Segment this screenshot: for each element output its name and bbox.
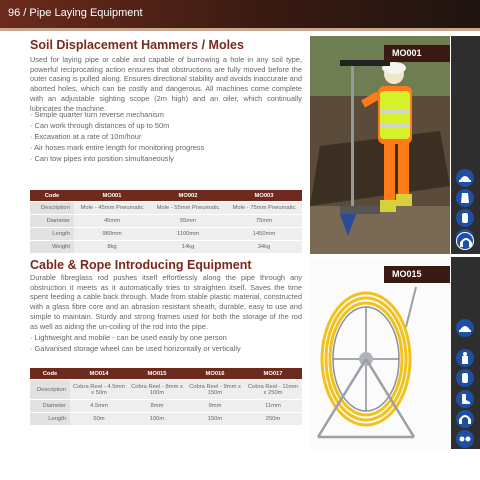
list-item: · Simple quarter turn reverse mechanism bbox=[30, 110, 164, 119]
spec-table-cable bbox=[30, 368, 302, 425]
table-cell: 75mm bbox=[226, 214, 302, 227]
section-body-moles: Used for laying pipe or cable and capable of burrowing a hole in any soil type, powerful reciprocating action ensures that obstructions are fully moved before the outer casing is pulled along. Ensures directional stability and avoids inaccurate and aborted holes, which can be costly and dangerous. All machines come complete with an adjustable sighting scope (2m high) and an oiler, which continually lubricates the machine. bbox=[30, 55, 302, 113]
page-header bbox=[0, 0, 480, 28]
product-photo-mole bbox=[310, 36, 450, 254]
list-item: · Excavation at a rate of 10m/hour bbox=[30, 132, 142, 141]
product-code-badge: MO015 bbox=[384, 266, 450, 283]
ear-defenders-icon bbox=[456, 410, 474, 428]
table-cell: 100m bbox=[128, 412, 186, 425]
table-cell: Cobra Reel - 9mm x 150m bbox=[186, 379, 244, 399]
list-item: · Lightweight and mobile - can be used easily by one person bbox=[30, 333, 227, 342]
table-cell: Cobra Reel - 8mm x 100m bbox=[128, 379, 186, 399]
feature-list-cable bbox=[30, 332, 302, 354]
table-header-row bbox=[30, 190, 302, 201]
overalls-icon bbox=[456, 349, 474, 367]
table-header-cell: Code bbox=[30, 190, 74, 201]
table-cell: 150m bbox=[186, 412, 244, 425]
table-cell: Length bbox=[30, 412, 70, 425]
table-cell: 55mm bbox=[150, 214, 226, 227]
table-cell: Weight bbox=[30, 240, 74, 253]
table-cell: Mole - 75mm Pneumatic bbox=[226, 201, 302, 214]
table-header-cell: MO003 bbox=[226, 190, 302, 201]
table-row bbox=[30, 412, 302, 425]
table-cell: Description bbox=[30, 379, 70, 399]
list-item: · Can work through distances of up to 50m bbox=[30, 121, 170, 130]
table-cell: Mole - 55mm Pneumatic bbox=[150, 201, 226, 214]
table-cell: 250m bbox=[244, 412, 302, 425]
table-row bbox=[30, 227, 302, 240]
table-cell: 9mm bbox=[186, 399, 244, 412]
table-row bbox=[30, 379, 302, 399]
gloves-icon bbox=[456, 369, 474, 387]
product-code-badge: MO001 bbox=[384, 45, 450, 62]
table-cell: 8mm bbox=[128, 399, 186, 412]
table-row bbox=[30, 214, 302, 227]
page-title: 96 / Pipe Laying Equipment bbox=[8, 7, 143, 19]
table-cell: 11mm bbox=[244, 399, 302, 412]
spec-table-moles bbox=[30, 190, 302, 253]
table-cell: Cobra Reel - 11mm x 250m bbox=[244, 379, 302, 399]
product-photo-cobra-reel bbox=[310, 257, 450, 449]
mole-worker-illustration bbox=[310, 36, 450, 254]
hard-hat-icon bbox=[456, 169, 474, 187]
section-body-cable: Durable fibreglass rod pushes itself effortlessly along the pipe through any obstruction it meets as it automatically tries to straighten itself. Saves the time spent feeding a cable back through. Made from stable plastic material, constructed with a glass fibre core and an abrasion resistant sheath, durable, easy to use and simple to maintain. Sturdy and strong frames used for both the storage of the rod as well as aiding the un-coiling of the rod into the pipe. bbox=[30, 273, 302, 331]
table-cell: 1450mm bbox=[226, 227, 302, 240]
section-title-cable: Cable & Rope Introducing Equipment bbox=[30, 258, 252, 272]
table-header-cell: MO002 bbox=[150, 190, 226, 201]
table-cell: 8kg bbox=[74, 240, 150, 253]
boots-icon bbox=[456, 390, 474, 408]
table-cell: Description bbox=[30, 201, 74, 214]
table-header-cell: MO017 bbox=[244, 368, 302, 379]
table-cell: 34kg bbox=[226, 240, 302, 253]
table-cell: Mole - 45mm Pneumatic bbox=[74, 201, 150, 214]
list-item: · Galvanised storage wheel can be used horizontally or vertically bbox=[30, 344, 241, 353]
table-row bbox=[30, 399, 302, 412]
table-header-cell: Code bbox=[30, 368, 70, 379]
cobra-reel-illustration bbox=[310, 257, 450, 449]
table-cell: 4.5mm bbox=[70, 399, 128, 412]
table-cell: 50m bbox=[70, 412, 128, 425]
table-cell: 45mm bbox=[74, 214, 150, 227]
table-cell: Length bbox=[30, 227, 74, 240]
table-header-cell: MO014 bbox=[70, 368, 128, 379]
feature-list-moles bbox=[30, 109, 302, 164]
table-cell: Cobra Reel - 4.5mm x 50m bbox=[70, 379, 128, 399]
table-cell: 14kg bbox=[150, 240, 226, 253]
hard-hat-icon bbox=[456, 319, 474, 337]
table-row bbox=[30, 240, 302, 253]
ppe-icon-strip-1 bbox=[451, 36, 480, 254]
list-item: · Can tow pipes into position simultaneously bbox=[30, 154, 174, 163]
hi-vis-vest-icon bbox=[456, 189, 474, 207]
list-item: · Air hoses mark entire length for monitoring progress bbox=[30, 143, 205, 152]
ppe-icon-strip-2 bbox=[451, 257, 480, 449]
table-cell: 980mm bbox=[74, 227, 150, 240]
table-row bbox=[30, 201, 302, 214]
table-header-row bbox=[30, 368, 302, 379]
section-title-moles: Soil Displacement Hammers / Moles bbox=[30, 38, 244, 52]
table-header-cell: MO016 bbox=[186, 368, 244, 379]
table-cell: Diameter bbox=[30, 399, 70, 412]
table-cell: 1100mm bbox=[150, 227, 226, 240]
table-header-cell: MO001 bbox=[74, 190, 150, 201]
header-divider bbox=[0, 28, 480, 31]
gloves-icon bbox=[456, 209, 474, 227]
table-header-cell: MO015 bbox=[128, 368, 186, 379]
goggles-icon bbox=[456, 430, 474, 448]
table-cell: Diameter bbox=[30, 214, 74, 227]
ear-defenders-icon bbox=[456, 232, 474, 250]
